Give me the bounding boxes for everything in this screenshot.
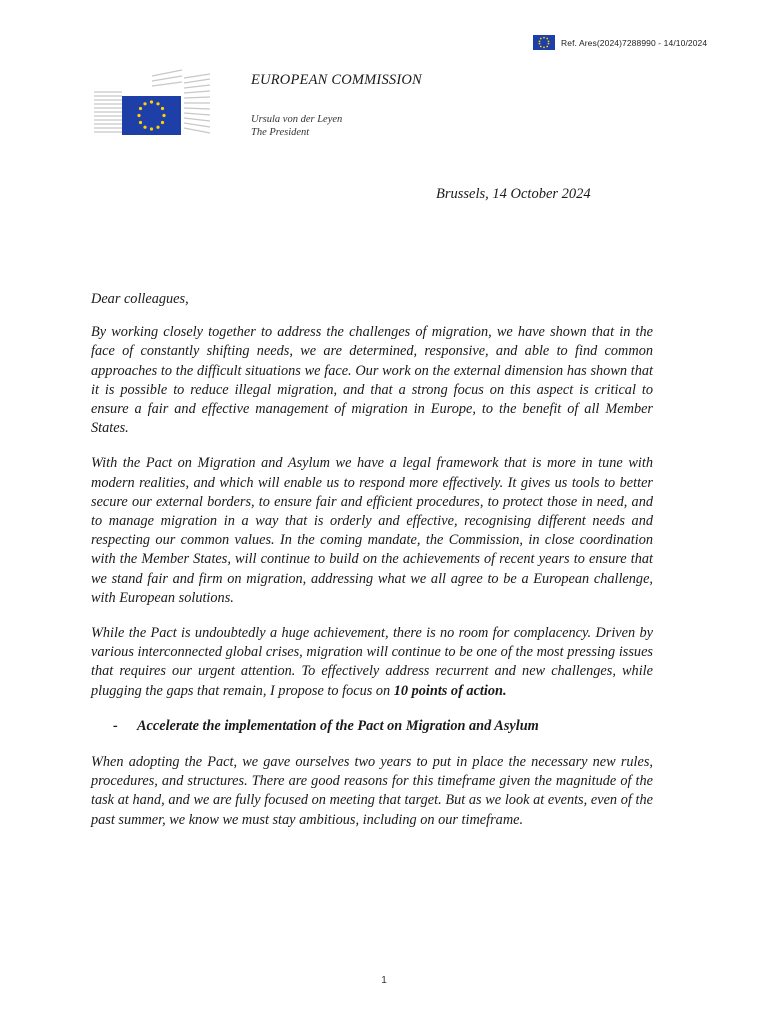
eu-flag-icon <box>533 35 555 50</box>
bullet-text: Accelerate the implementation of the Pact on Migration and Asylum <box>137 717 539 734</box>
bullet-dash: - <box>113 717 118 734</box>
sender-name: Ursula von der Leyen <box>251 114 343 125</box>
points-of-action: 10 points of action <box>393 682 503 699</box>
sender-block <box>251 113 342 139</box>
paragraph-3-end: . <box>502 682 507 699</box>
letter-body <box>91 290 653 846</box>
reference-number: Ref. Ares(2024)7288990 - 14/10/2024 <box>561 37 708 48</box>
paragraph-4: When adopting the Pact, we gave ourselves two years to put in place the necessary new rules, procedures, and structures. There are good reasons for this timeframe given the magnitude of the task at hand, and we are fully focused on meeting that target. But as we look at events, even of the past summer, we know we must stay ambitious, including on our timeframe. <box>91 754 653 828</box>
page-number: 1 <box>381 975 387 986</box>
paragraph-1: By working closely together to address the challenges of migration, we have shown that in the face of constantly shifting needs, we are determined, responsive, and able to find common approaches to the difficult situations we face. Our work on the external dimension has shown that it is possible to reduce illegal migration, and that a strong focus on this aspect is critical to ensure a fair and effective management of migration in Europe, to the benefit of all Member States. <box>91 324 653 437</box>
paragraph-3 <box>91 624 653 701</box>
organisation-name: EUROPEAN COMMISSION <box>251 72 422 88</box>
salutation: Dear colleagues, <box>91 291 189 307</box>
bullet-item <box>91 717 653 736</box>
letter-date: Brussels, 14 October 2024 <box>436 186 591 202</box>
paragraph-3-intro: While the Pact is undoubtedly a huge achievement, there is no room for complacency. Driven by various interconnected global crises, migration will continue to be one of the most pressing issues that requires our urgent attention. To effectively address recurrent and new challenges, while plugging the gaps that remain, I propose to focus on <box>91 625 653 699</box>
european-commission-logo <box>92 68 212 140</box>
sender-title: The President <box>251 127 310 138</box>
reference-stamp <box>533 35 707 50</box>
paragraph-2: With the Pact on Migration and Asylum we have a legal framework that is more in tune with modern realities, and which will enable us to respond more effectively. It gives us tools to better secure our external borders, to ensure fair and efficient procedures, to protect those in need, and to manage migration in a way that is orderly and effective, recognising different needs and respecting our common values. In the coming mandate, the Commission, in close coordination with the Member States, will continue to build on the achievements of recent years to ensure that we stand fair and firm on migration, addressing what we all agree to be a European challenge, with European solutions. <box>91 455 653 606</box>
